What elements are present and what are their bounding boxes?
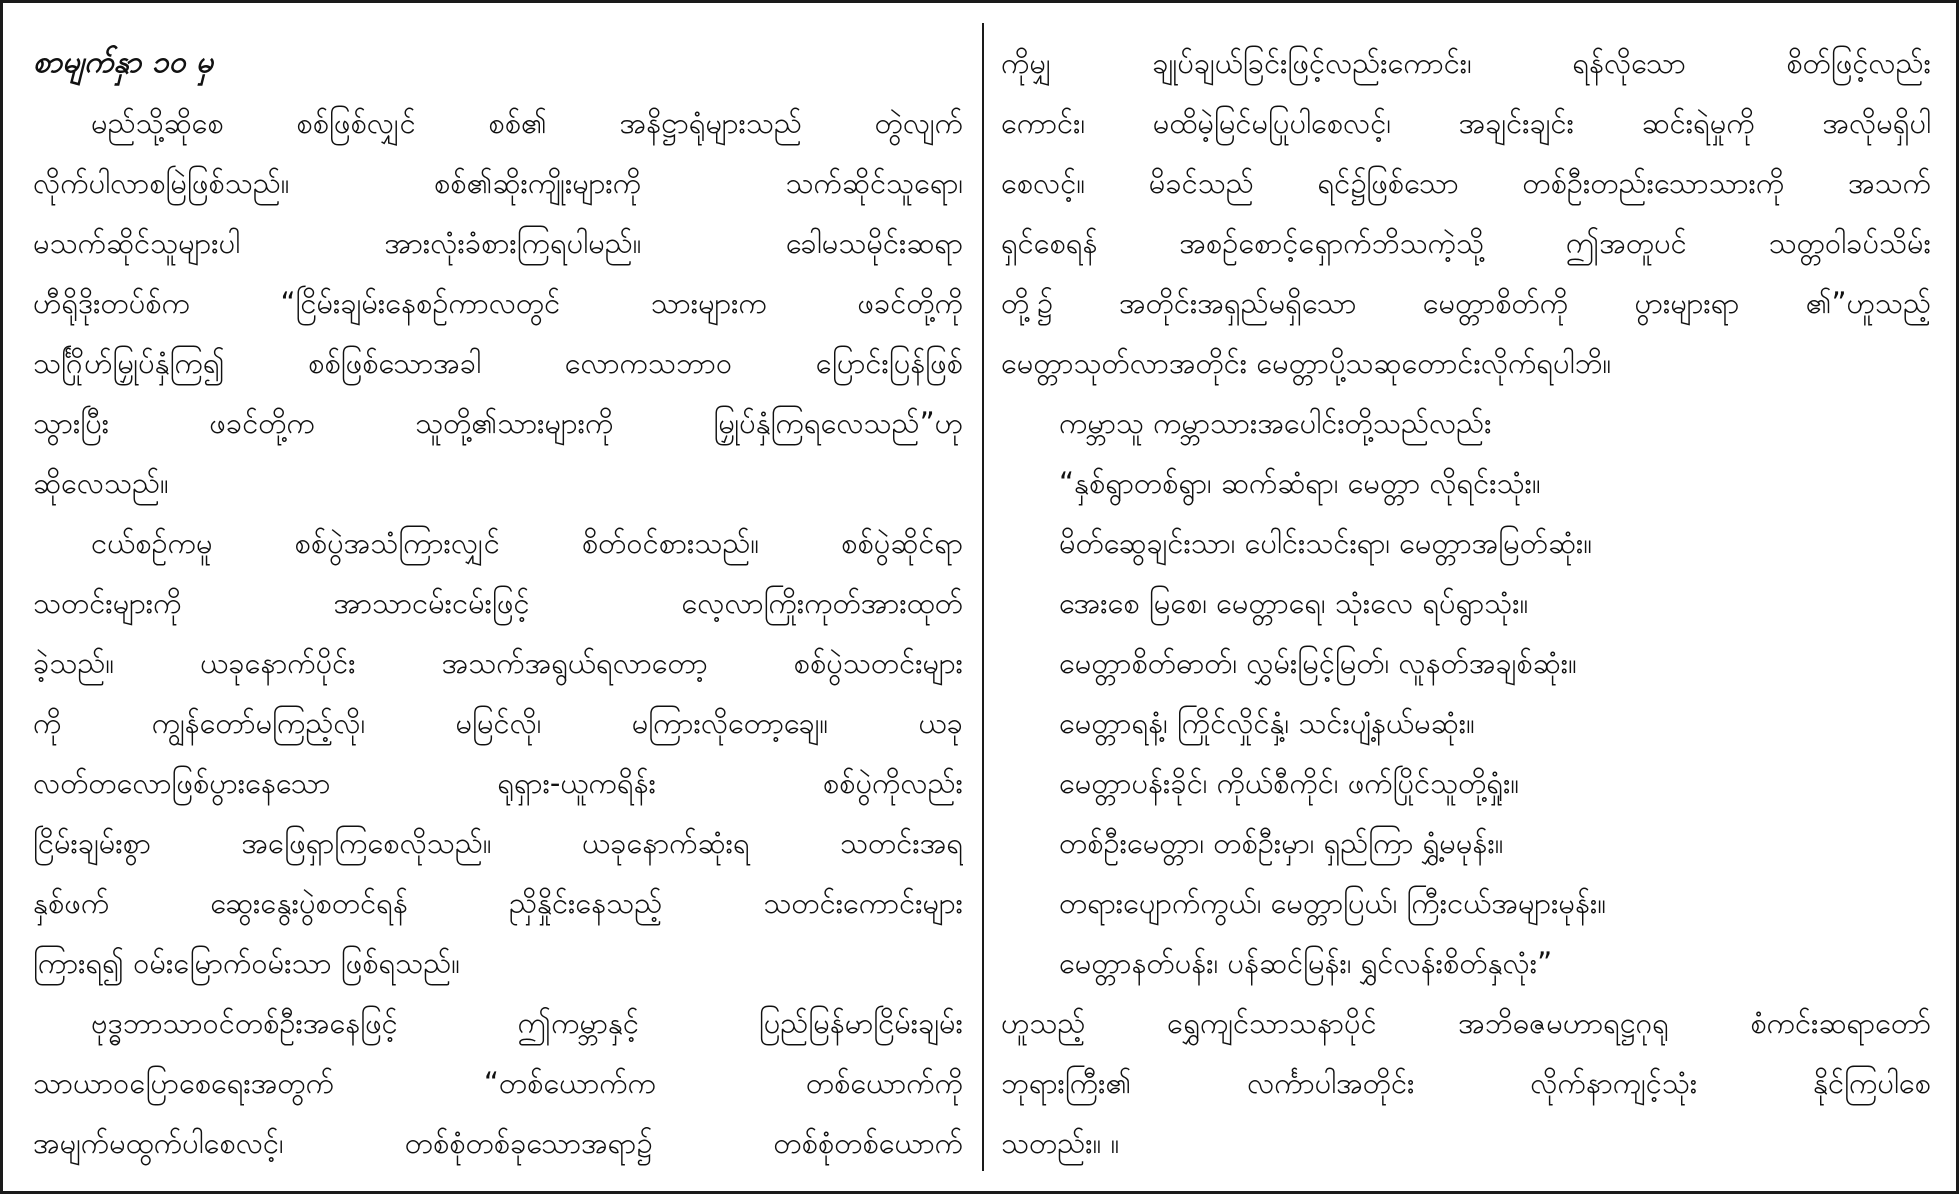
right-column [1001, 33, 1931, 1173]
verse-line: “နှစ်ရွာတစ်ရွာ၊ ဆက်ဆံရာ၊ မေတ္တာ လိုရင်းသုံး။ [1059, 466, 1541, 500]
verse-line: မေတ္တာရနံ့၊ ကြိုင်လှိုင်နှံ့၊ သင်းပျံ့နယ်မဆုံး။ [1059, 706, 1475, 740]
text-line: ခဲ့သည်။ ယခုနောက်ပိုင်း အသက်အရွယ်ရလာတော့ စစ်ပွဲသတင်းများ [33, 646, 963, 680]
text-line: ဗုဒ္ဓဘာသာဝင်တစ်ဦးအနေဖြင့် ဤကမ္ဘာနှင့် ပြည်မြန်မာငြိမ်းချမ်း [91, 1006, 963, 1040]
text-line: ကမ္ဘာသူ ကမ္ဘာသားအပေါင်းတို့သည်လည်း [1059, 406, 1492, 440]
text-line: နှစ်ဖက် ဆွေးနွေးပွဲစတင်ရန် ညှိနှိုင်းနေသည့် သတင်းကောင်းများ [33, 886, 963, 920]
text-line: ဟီရိုဒိုးတပ်စ်က “ငြိမ်းချမ်းနေစဉ်ကာလတွင် သားများက ဖခင်တို့ကို [33, 286, 963, 320]
text-line: ကိုမျှ ချုပ်ချယ်ခြင်းဖြင့်လည်းကောင်း၊ ရန်လိုသော စိတ်ဖြင့်လည်း [1001, 46, 1931, 80]
text-line: ဟူသည့် ရွှေကျင်သာသနာပိုင် အဘိဓဇမဟာရဋ္ဌဂုရု စံကင်းဆရာတော် [1001, 1006, 1931, 1040]
text-line: မသက်ဆိုင်သူများပါ အားလုံးခံစားကြရပါမည်။ ခေါမသမိုင်းဆရာ [33, 226, 963, 260]
text-line: သတင်းများကို အာသာငမ်းငမ်းဖြင့် လေ့လာကြိုးကုတ်အားထုတ် [33, 586, 963, 620]
text-line: ကောင်း၊ မထိမဲ့မြင်မပြုပါစေလင့်၊ အချင်းချင်း ဆင်းရဲမှုကို အလိုမရှိပါ [1001, 106, 1931, 140]
text-line: ဘုရားကြီး၏ လင်္ကာပါအတိုင်း လိုက်နာကျင့်သုံး နိုင်ကြပါစေ [1001, 1066, 1931, 1100]
text-line: လတ်တလောဖြစ်ပွားနေသော ရုရှား-ယူကရိန်း စစ်ပွဲကိုလည်း [33, 766, 963, 800]
text-line: ကြားရ၍ ဝမ်းမြောက်ဝမ်းသာ ဖြစ်ရသည်။ [33, 946, 461, 980]
left-column [33, 33, 963, 1173]
text-line: ဆိုလေသည်။ [33, 466, 169, 500]
verse-line: တရားပျောက်ကွယ်၊ မေတ္တာပြယ်၊ ကြီးငယ်အများမုန်း။ [1059, 886, 1607, 920]
text-line: ငြိမ်းချမ်းစွာ အဖြေရှာကြစေလိုသည်။ ယခုနောက်ဆုံးရ သတင်းအရ [33, 826, 963, 860]
text-line: တို့၌ အတိုင်းအရှည်မရှိသော မေတ္တာစိတ်ကို ပွားများရာ ၏”ဟူသည့် [1001, 286, 1931, 320]
text-line: မေတ္တာသုတ်လာအတိုင်း မေတ္တာပို့သဆုတောင်းလိုက်ရပါဘိ။ [1001, 346, 1612, 380]
text-line: မည်သို့ဆိုစေ စစ်ဖြစ်လျှင် စစ်၏ အနိဋ္ဌာရုံများသည် တွဲလျက် [91, 106, 963, 140]
verse-line: မေတ္တာနတ်ပန်း၊ ပန်ဆင်မြန်း၊ ရွှင်လန်းစိတ်နှလုံး” [1059, 946, 1553, 980]
column-divider [982, 23, 984, 1171]
verse-line: မေတ္တာပန်းခိုင်၊ ကိုယ်စီကိုင်၊ ဖက်ပြိုင်သူတို့ရှုံး။ [1059, 766, 1520, 800]
text-line: စေလင့်။ မိခင်သည် ရင်၌ဖြစ်သော တစ်ဦးတည်းသောသားကို အသက် [1001, 166, 1931, 200]
text-line: သာယာဝပြောစေရေးအတွက် “တစ်ယောက်က တစ်ယောက်ကို [33, 1066, 963, 1100]
text-line: ရှင်စေရန် အစဉ်စောင့်ရှောက်ဘိသကဲ့သို့ ဤအတူပင် သတ္တဝါခပ်သိမ်း [1001, 226, 1931, 260]
continued-from-label: စာမျက်နှာ ၁၀ မှ [33, 45, 214, 80]
text-line: သင်္ဂြိုဟ်မြှုပ်နှံကြ၍ စစ်ဖြစ်သောအခါ လောကသဘာဝ ပြောင်းပြန်ဖြစ် [33, 346, 963, 380]
text-line: လိုက်ပါလာစမြဲဖြစ်သည်။ စစ်၏ဆိုးကျိုးများကို သက်ဆိုင်သူရော၊ [33, 166, 963, 200]
verse-line: မိတ်ဆွေချင်းသာ၊ ပေါင်းသင်းရာ၊ မေတ္တာအမြတ်ဆုံး။ [1059, 526, 1593, 560]
text-line: သတည်း။ ။ [1001, 1126, 1120, 1160]
text-line: ငယ်စဉ်ကမူ စစ်ပွဲအသံကြားလျှင် စိတ်ဝင်စားသည်။ စစ်ပွဲဆိုင်ရာ [91, 526, 963, 560]
verse-line: အေးစေ မြစေ၊ မေတ္တာရေ၊ သုံးလေ ရပ်ရွာသုံး။ [1059, 586, 1529, 620]
text-line: သွားပြီး ဖခင်တို့က သူတို့၏သားများကို မြှုပ်နှံကြရလေသည်”ဟု [33, 406, 963, 440]
verse-line: တစ်ဦးမေတ္တာ၊ တစ်ဦးမှာ၊ ရှည်ကြာ ရွှံ့မမုန်း။ [1059, 826, 1504, 860]
text-line: ကို ကျွန်တော်မကြည့်လို၊ မမြင်လို၊ မကြားလိုတော့ချေ။ ယခု [33, 706, 963, 740]
verse-line: မေတ္တာစိတ်ဓာတ်၊ လွှမ်းမြင့်မြတ်၊ လူနတ်အချစ်ဆုံး။ [1059, 646, 1577, 680]
text-line: အမျက်မထွက်ပါစေလင့်၊ တစ်စုံတစ်ခုသောအရာ၌ တစ်စုံတစ်ယောက် [33, 1126, 963, 1160]
